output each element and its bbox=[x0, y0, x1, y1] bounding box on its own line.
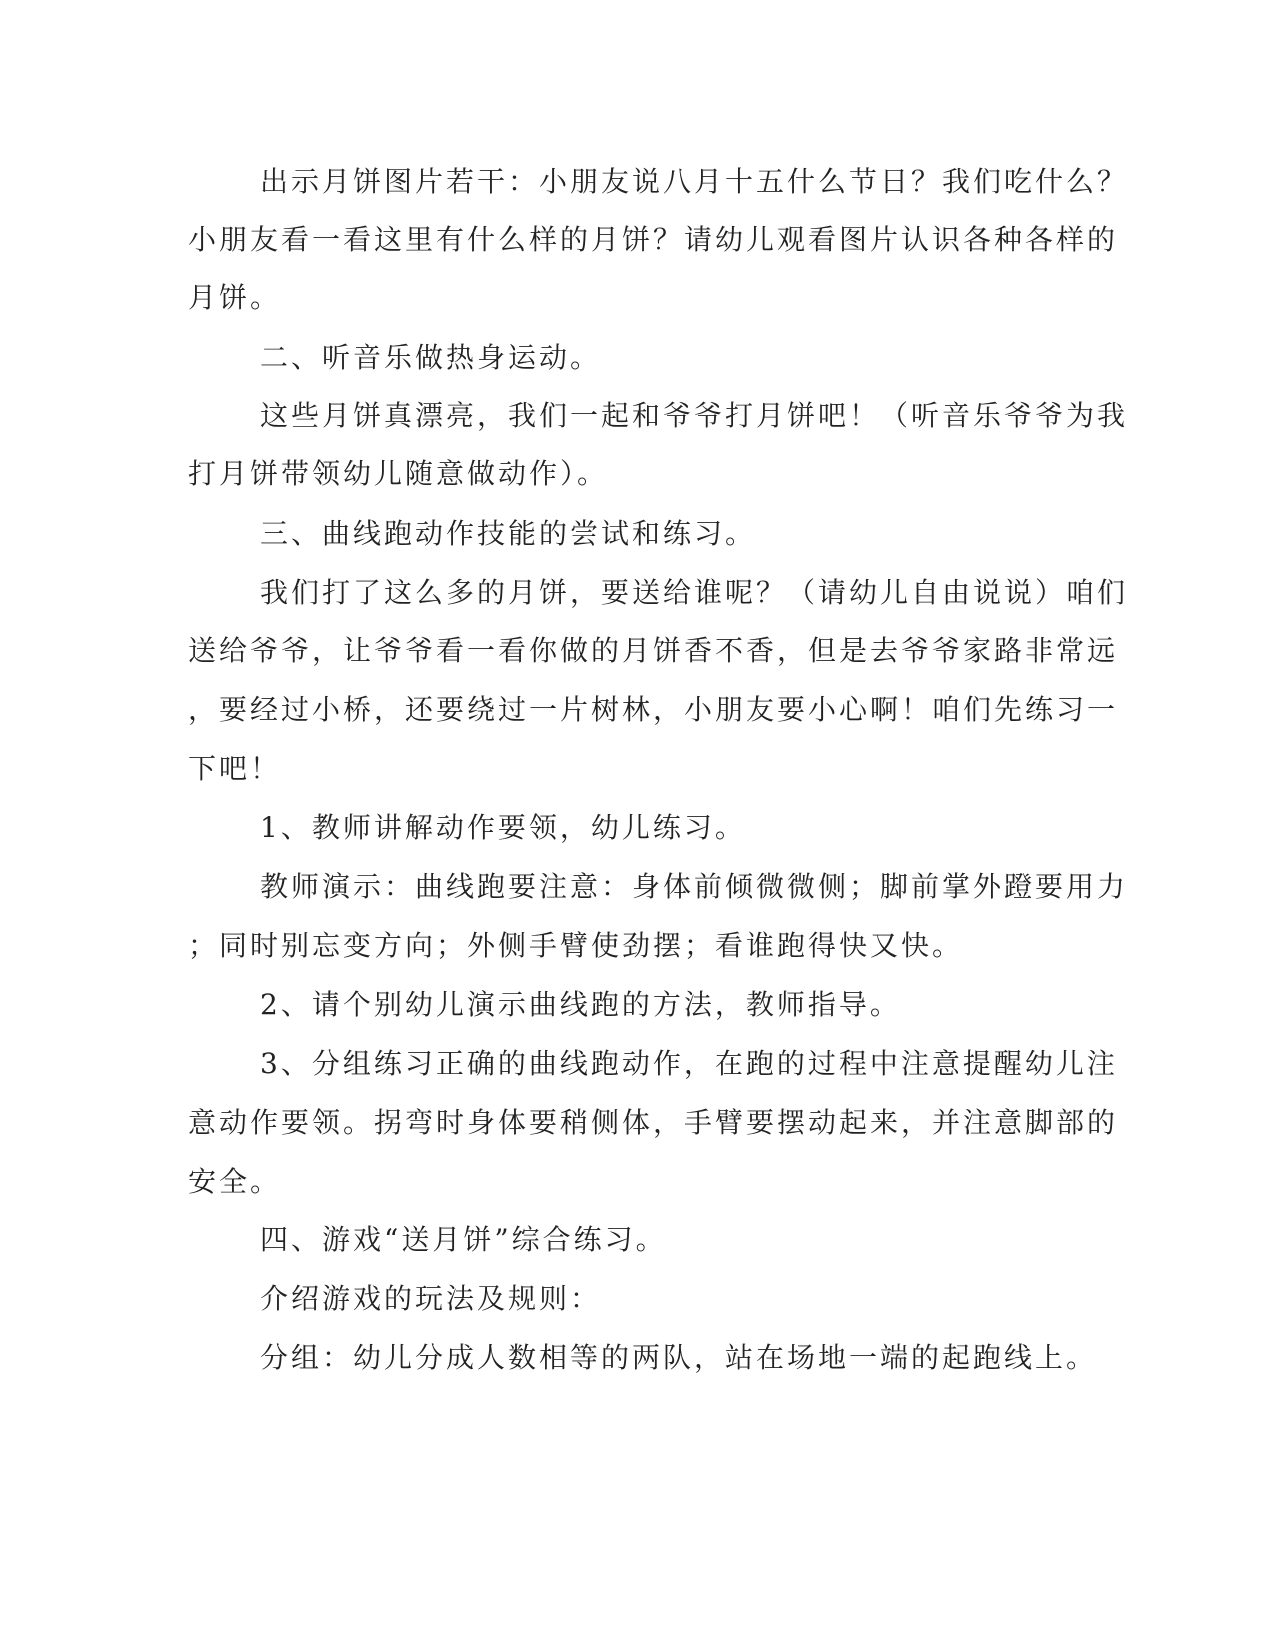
list-item-heading: 3、分组练习正确的曲线跑动作，在跑的过程中注意提醒幼儿注 bbox=[260, 1047, 1118, 1080]
text-line: 下吧！ bbox=[188, 752, 282, 785]
text-line: 打月饼带领幼儿随意做动作）。 bbox=[188, 457, 609, 490]
section-heading: 三、曲线跑动作技能的尝试和练习。 bbox=[260, 517, 757, 550]
list-item-heading: 1、教师讲解动作要领，幼儿练习。 bbox=[260, 811, 746, 844]
text-line: 分组：幼儿分成人数相等的两队，站在场地一端的起跑线上。 bbox=[260, 1341, 1098, 1374]
text-line: 月饼。 bbox=[188, 281, 282, 314]
text-line: 意动作要领。拐弯时身体要稍侧体，手臂要摆动起来，并注意脚部的 bbox=[188, 1106, 1119, 1139]
text-line: 小朋友看一看这里有什么样的月饼？请幼儿观看图片认识各种各样的 bbox=[188, 223, 1119, 256]
text-line: 安全。 bbox=[188, 1165, 282, 1198]
text-line: 这些月饼真漂亮，我们一起和爷爷打月饼吧！（听音乐爷爷为我 bbox=[260, 399, 1129, 432]
text-line: ，要经过小桥，还要绕过一片树林，小朋友要小心啊！咱们先练习一 bbox=[188, 693, 1119, 726]
text-line: ；同时别忘变方向；外侧手臂使劲摆；看谁跑得快又快。 bbox=[188, 929, 964, 962]
text-line: 教师演示：曲线跑要注意：身体前倾微微侧；脚前掌外蹬要用力 bbox=[260, 870, 1129, 903]
section-heading: 四、游戏“送月饼”综合练习。 bbox=[260, 1223, 667, 1256]
section-heading: 二、听音乐做热身运动。 bbox=[260, 341, 602, 374]
text-line: 送给爷爷，让爷爷看一看你做的月饼香不香，但是去爷爷家路非常远 bbox=[188, 634, 1119, 667]
text-line: 介绍游戏的玩法及规则： bbox=[260, 1282, 602, 1315]
list-item-heading: 2、请个别幼儿演示曲线跑的方法，教师指导。 bbox=[260, 988, 901, 1021]
text-line: 我们打了这么多的月饼，要送给谁呢？（请幼儿自由说说）咱们 bbox=[260, 576, 1129, 609]
text-line: 出示月饼图片若干：小朋友说八月十五什么节日？我们吃什么？ bbox=[260, 165, 1129, 198]
